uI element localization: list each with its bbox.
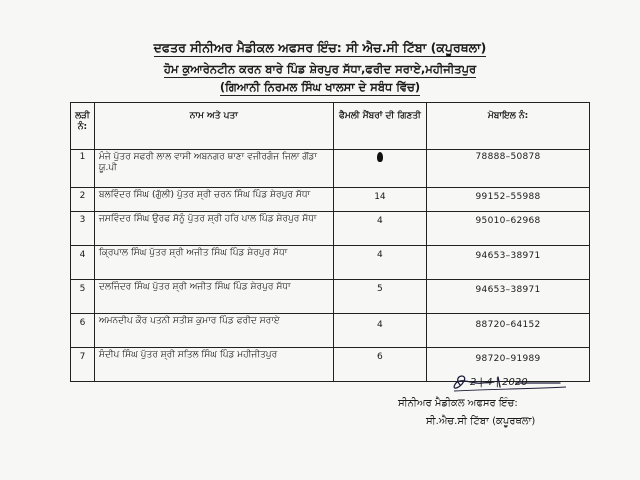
row-name: ਸੰਦੀਪ ਸਿੰਘ ਪੁੱਤਰ ਸ਼੍ਰੀ ਸਤਿਲ ਸਿੰਘ ਪਿੰਡ ਮਹੀਜੀਤਪੁਰ [94,348,333,382]
row-name: ਮੰਜੇ ਪੁੱਤਰ ਸਫਰੀ ਲਾਲ ਵਾਸੀ ਅਬਨਗਰ ਥਾਣਾ ਵਜੀਰਗੰਜ ਜਿਲਾ ਗੋਂਡਾ ਯੂ.ਪੀ [94,150,333,188]
row-sr: 2 [71,188,95,212]
row-name: ਬਲਵਿੰਦਰ ਸਿੰਘ (ਗੁੱਲੀ) ਪੁੱਤਰ ਸ਼੍ਰੀ ਚਰਨ ਸਿੰਘ ਪਿੰਡ ਸ਼ੇਰਪੁਰ ਸੱਧਾ [94,188,333,212]
row-sr: 6 [71,314,95,348]
row-sr: 7 [71,348,95,382]
row-mobile: 78888–50878 [427,150,590,188]
office-title [0,40,640,56]
row-sr: 1 [71,150,95,188]
signatory-designation: ਸੀਨੀਅਰ ਮੈਡੀਕਲ ਅਫਸਰ ਇੰਚ: [398,398,518,409]
row-mobile: 88720–64152 [427,314,590,348]
row-family: 14 [333,188,426,212]
row-family: 6 [333,348,426,382]
document-subtitle [0,62,640,77]
signatory-office: ਸੀ.ਐਚ.ਸੀ ਟਿੱਬਾ (ਕਪੂਰਥਲਾ) [426,416,536,427]
row-mobile: 94653–38971 [427,280,590,314]
document-subject-text: (ਗਿਆਨੀ ਨਿਰਮਲ ਸਿੰਘ ਖਾਲਸਾ ਦੇ ਸਬੰਧ ਵਿੱਚ) [219,80,421,94]
header-sr: ਲੜੀ ਨੰ: [71,103,95,150]
header-mobile: ਮੋਬਾਇਲ ਨੰ: [427,103,590,150]
row-family: 4 [333,212,426,246]
quarantine-table [70,102,590,382]
row-family [333,150,426,188]
table-row [71,314,590,348]
table-header-row [71,103,590,150]
row-family: 4 [333,246,426,280]
table-row [71,246,590,280]
row-sr: 5 [71,280,95,314]
signature-date: 2 | 4 | 2020 [470,377,528,388]
row-family: 5 [333,280,426,314]
document-subtitle-text: ਹੋਮ ਕੁਆਰੇਨਟੀਨ ਕਰਨ ਬਾਰੇ ਪਿੰਡ ਸ਼ੇਰਪੁਰ ਸੱਧਾ,ਫਰੀਦ ਸਰਾਏ,ਮਹੀਜੀਤਪੁਰ [163,62,477,76]
row-mobile: 95010–62968 [427,212,590,246]
row-name: ਦਲਜਿੰਦਰ ਸਿੰਘ ਪੁੱਤਰ ਸ਼੍ਰੀ ਅਜੀਤ ਸਿੰਘ ਪਿੰਡ ਸ਼ੇਰਪੁਰ ਸੱਧਾ [94,280,333,314]
row-name: ਜਸਵਿੰਦਰ ਸਿੰਘ ਉਰਫ ਸੋਨੂੰ ਪੁੱਤਰ ਸ਼੍ਰੀ ਹਰਿ ਪਾਲ ਪਿੰਡ ਸ਼ੇਰਪੁਰ ਸੱਧਾ [94,212,333,246]
row-sr: 3 [71,212,95,246]
table-row [71,212,590,246]
row-mobile: 98720–91989 [427,348,590,382]
row-mobile: 99152–55988 [427,188,590,212]
row-mobile: 94653–38971 [427,246,590,280]
header-family: ਫੈਮਲੀ ਮੈਂਬਰਾਂ ਦੀ ਗਿਣਤੀ [333,103,426,150]
document-subject [0,80,640,95]
row-name: ਕ੍ਰਿਪਾਲ ਸਿੰਘ ਪੁੱਤਰ ਸ਼੍ਰੀ ਅਜੀਤ ਸਿੰਘ ਪਿੰਡ ਸ਼ੇਰਪੁਰ ਸੱਧਾ [94,246,333,280]
row-family: 4 [333,314,426,348]
table-row [71,188,590,212]
header-name: ਨਾਮ ਅਤੇ ਪਤਾ [94,103,333,150]
ink-blot-mark [377,152,383,162]
office-title-text: ਦਫਤਰ ਸੀਨੀਅਰ ਮੈਡੀਕਲ ਅਫਸਰ ਇੰਚ: ਸੀ ਐਚ.ਸੀ ਟਿੱਬਾ (ਕਪੂਰਥਲਾ) [153,40,487,55]
table-row [71,280,590,314]
row-name: ਅਮਨਦੀਪ ਕੌਰ ਪਤਨੀ ਸਤੀਸ਼ ਕੁਮਾਰ ਪਿੰਡ ਫਰੀਦ ਸਰਾਏ [94,314,333,348]
table-row [71,150,590,188]
row-sr: 4 [71,246,95,280]
